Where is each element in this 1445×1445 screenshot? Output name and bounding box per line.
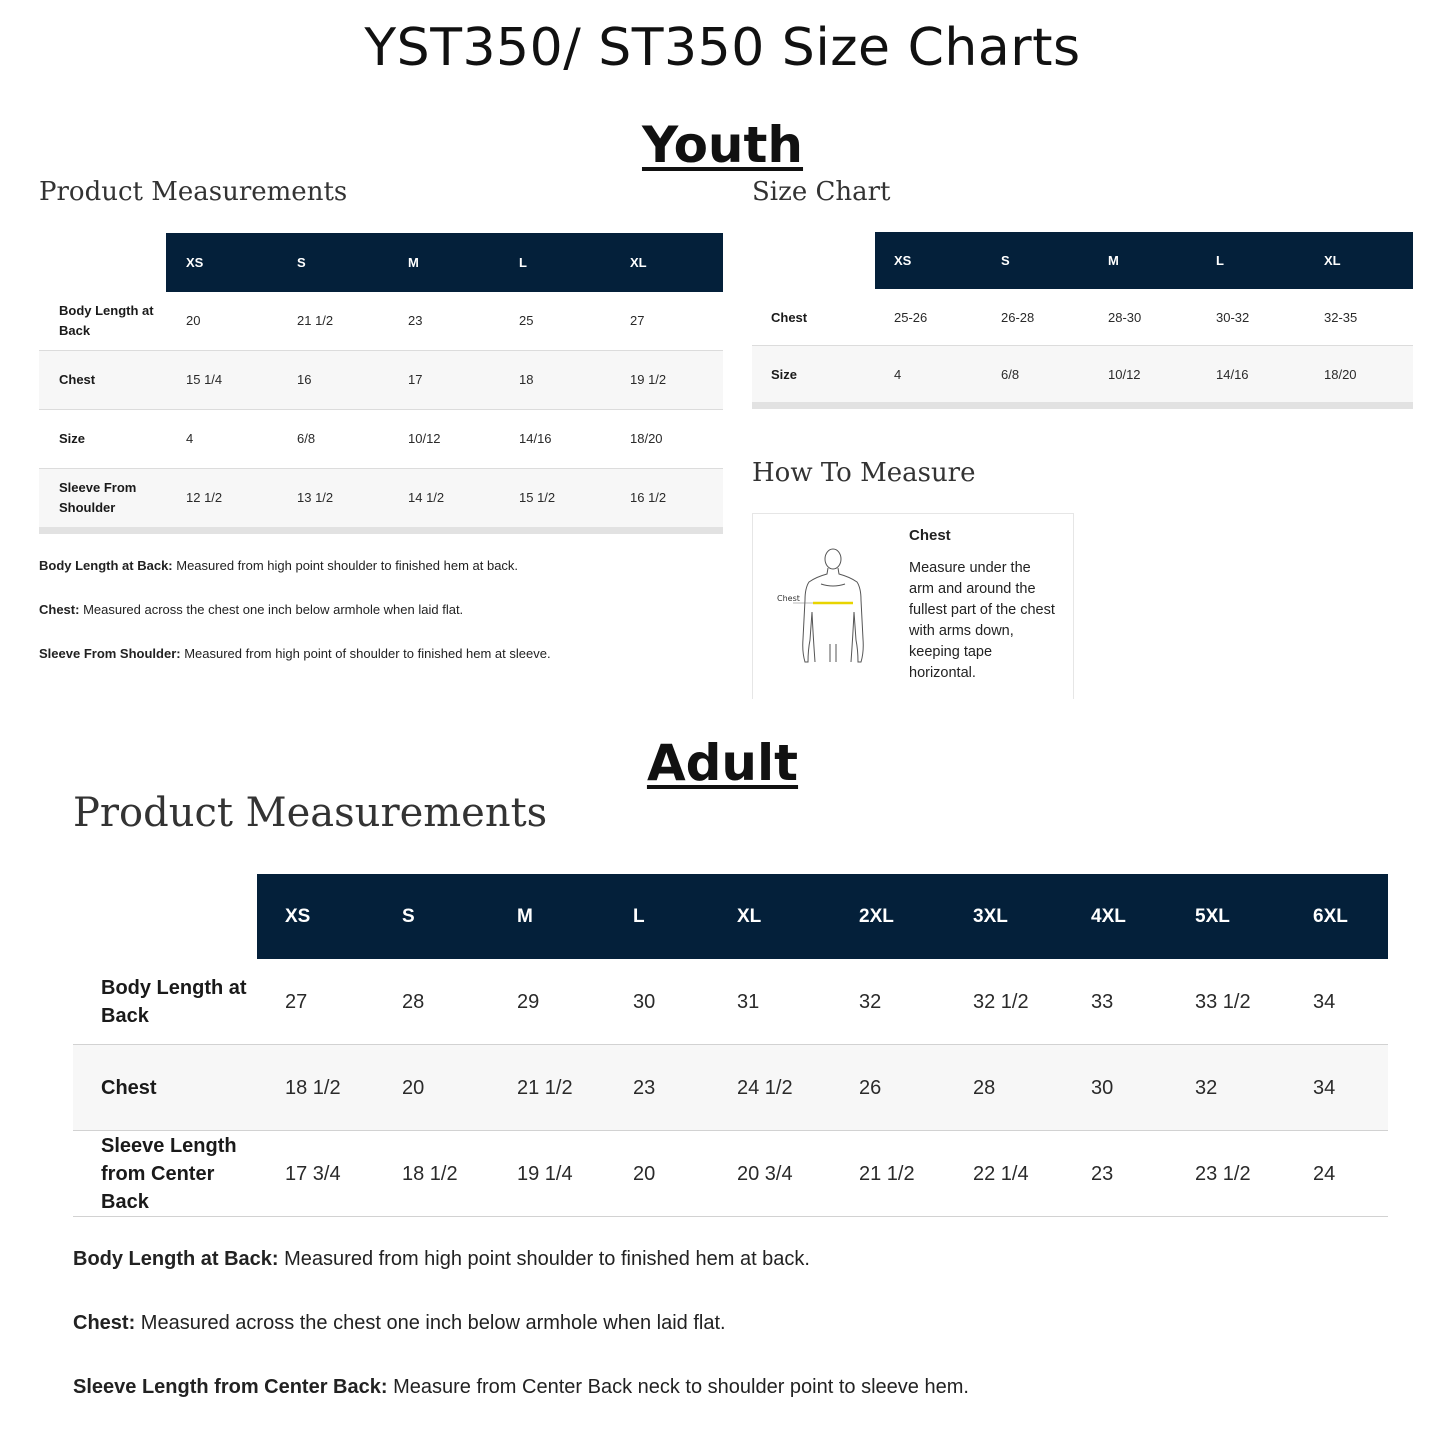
table-cell: 17	[388, 351, 499, 410]
table-row	[73, 1131, 1388, 1217]
note-term: Chest:	[73, 1312, 136, 1334]
size-header: XL	[1305, 232, 1413, 289]
table-cell: 31	[737, 990, 760, 1013]
table-cell: 24	[1285, 1131, 1388, 1217]
size-header: XS	[257, 874, 374, 959]
body-figure-icon	[771, 544, 891, 674]
measure-title: Chest	[909, 527, 951, 544]
measure-text: Measure under the arm and around the fullest part of the chest with arms down, keeping tape horizontal.	[909, 560, 1055, 681]
how-to-measure-card	[752, 513, 1074, 699]
table-cell: 27	[630, 313, 645, 328]
table-cell: 32	[1167, 1045, 1285, 1131]
size-header: XL	[709, 874, 831, 959]
row-label: Chest	[73, 1045, 257, 1131]
table-cell: 24 1/2	[709, 1045, 831, 1131]
table-cell: 26-28	[1001, 309, 1035, 325]
table-cell: 15 1/4	[166, 351, 277, 410]
size-header: L	[605, 874, 709, 959]
note-text: Measured across the chest one inch below armhole when laid flat.	[135, 1312, 726, 1334]
note-item	[73, 1310, 969, 1336]
table-cell: 25-26	[894, 309, 928, 325]
size-header: S	[277, 233, 388, 292]
table-cell: 20 3/4	[709, 1131, 831, 1217]
table-row	[752, 346, 1413, 406]
youth-size-chart-heading: Size Chart	[752, 177, 891, 207]
table-cell: 4	[166, 410, 277, 469]
table-cell: 23	[605, 1045, 709, 1131]
corner-cell	[752, 232, 875, 289]
note-text: Measured from high point shoulder to finished hem at back.	[278, 1248, 810, 1270]
size-header: 6XL	[1285, 874, 1388, 959]
table-cell: 12 1/2	[166, 469, 277, 531]
table-cell: 23 1/2	[1167, 1131, 1285, 1217]
table-cell: 4	[875, 346, 982, 406]
table-cell: 18 1/2	[257, 1045, 374, 1131]
table-cell: 21 1/2	[831, 1131, 945, 1217]
youth-notes	[39, 557, 551, 689]
table-cell: 10/12	[388, 410, 499, 469]
note-term: Body Length at Back:	[73, 1248, 279, 1270]
table-header-row	[73, 874, 1388, 959]
note-text: Measure from Center Back neck to shoulder point to sleeve hem.	[387, 1376, 969, 1398]
size-header: 3XL	[945, 874, 1063, 959]
note-item	[39, 601, 551, 619]
size-header: 5XL	[1167, 874, 1285, 959]
size-header: L	[499, 233, 610, 292]
note-item	[73, 1246, 969, 1272]
figure-label: Chest	[777, 594, 800, 603]
how-to-measure-heading: How To Measure	[752, 458, 976, 488]
corner-cell	[39, 233, 166, 292]
note-text: Measured across the chest one inch below armhole when laid flat.	[79, 602, 464, 617]
note-text: Measured from high point shoulder to finished hem at back.	[172, 558, 519, 573]
table-cell: 23	[408, 313, 423, 328]
note-item	[39, 645, 551, 663]
table-cell: 14 1/2	[388, 469, 499, 531]
table-cell: 22 1/4	[945, 1131, 1063, 1217]
table-cell: 18/20	[610, 410, 723, 469]
table-cell: 18/20	[1305, 346, 1413, 406]
youth-measurements-table	[39, 233, 723, 534]
table-cell: 6/8	[982, 346, 1089, 406]
note-term: Sleeve From Shoulder:	[39, 646, 181, 661]
note-term: Body Length at Back:	[39, 558, 173, 573]
table-cell: 16	[277, 351, 388, 410]
table-cell: 15 1/2	[499, 469, 610, 531]
size-header: XS	[166, 233, 277, 292]
table-cell: 21 1/2	[489, 1045, 605, 1131]
table-cell: 28	[945, 1045, 1063, 1131]
table-cell: 18	[499, 351, 610, 410]
youth-product-measurements-heading: Product Measurements	[39, 177, 348, 207]
table-cell: 10/12	[1089, 346, 1197, 406]
size-header: XS	[875, 232, 982, 289]
row-label: Sleeve Length from Center Back	[73, 1131, 257, 1217]
size-header: S	[374, 874, 489, 959]
table-row	[39, 410, 723, 469]
table-cell: 34	[1285, 1045, 1388, 1131]
table-row	[39, 292, 723, 351]
table-cell: 30	[1063, 1045, 1167, 1131]
table-row	[39, 351, 723, 410]
size-header: L	[1197, 232, 1305, 289]
table-row	[73, 959, 1388, 1045]
table-cell: 30	[633, 990, 656, 1013]
table-cell: 14/16	[1197, 346, 1305, 406]
table-row	[752, 289, 1413, 346]
table-cell: 23	[1063, 1131, 1167, 1217]
table-cell: 14/16	[499, 410, 610, 469]
table-cell: 32	[859, 990, 882, 1013]
row-label: Chest	[39, 351, 166, 410]
adult-heading: Adult	[646, 734, 799, 792]
table-cell: 32-35	[1324, 309, 1358, 325]
table-cell: 16 1/2	[610, 469, 723, 531]
note-item	[73, 1374, 969, 1400]
table-cell: 21 1/2	[297, 313, 334, 328]
table-cell: 33 1/2	[1195, 990, 1251, 1013]
row-label: Chest	[752, 289, 875, 346]
row-label: Size	[752, 346, 875, 406]
size-header: M	[1089, 232, 1197, 289]
youth-size-chart-table	[752, 232, 1413, 409]
table-header-row	[752, 232, 1413, 289]
size-header: 4XL	[1063, 874, 1167, 959]
table-cell: 27	[285, 990, 308, 1013]
size-header: M	[388, 233, 499, 292]
note-item	[39, 557, 551, 575]
table-cell: 32 1/2	[973, 990, 1029, 1013]
table-cell: 28-30	[1108, 309, 1142, 325]
table-cell: 20	[186, 313, 201, 328]
adult-product-measurements-heading: Product Measurements	[73, 790, 548, 836]
table-cell: 29	[517, 990, 540, 1013]
table-cell: 34	[1313, 990, 1336, 1013]
size-header: 2XL	[831, 874, 945, 959]
table-header-row	[39, 233, 723, 292]
corner-cell	[73, 874, 257, 959]
table-cell: 26	[831, 1045, 945, 1131]
row-label: Body Length at Back	[39, 292, 166, 351]
row-label: Size	[39, 410, 166, 469]
table-cell: 33	[1091, 990, 1114, 1013]
adult-notes	[73, 1246, 969, 1438]
size-header: M	[489, 874, 605, 959]
row-label: Body Length at Back	[73, 959, 257, 1045]
table-cell: 6/8	[277, 410, 388, 469]
youth-heading: Youth	[641, 116, 804, 174]
table-cell: 25	[519, 313, 534, 328]
page-title: YST350/ ST350 Size Charts	[364, 18, 1081, 78]
table-row	[73, 1045, 1388, 1131]
table-cell: 20	[374, 1045, 489, 1131]
size-header: XL	[610, 233, 723, 292]
table-cell: 13 1/2	[277, 469, 388, 531]
note-term: Sleeve Length from Center Back:	[73, 1376, 388, 1398]
table-cell: 30-32	[1216, 309, 1250, 325]
size-header: S	[982, 232, 1089, 289]
table-cell: 20	[605, 1131, 709, 1217]
table-cell: 19 1/2	[610, 351, 723, 410]
note-text: Measured from high point of shoulder to finished hem at sleeve.	[180, 646, 551, 661]
table-cell: 19 1/4	[489, 1131, 605, 1217]
table-cell: 18 1/2	[374, 1131, 489, 1217]
row-label: Sleeve From Shoulder	[39, 469, 166, 531]
table-cell: 17 3/4	[257, 1131, 374, 1217]
table-row	[39, 469, 723, 531]
note-term: Chest:	[39, 602, 80, 617]
adult-measurements-table	[73, 874, 1388, 1217]
table-cell: 28	[402, 990, 425, 1013]
